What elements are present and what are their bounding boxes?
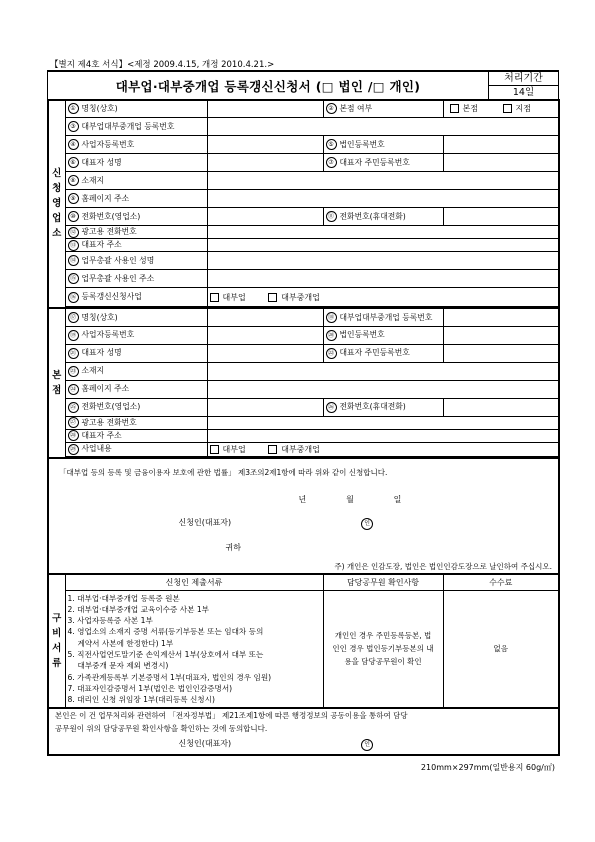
hq-label-reg-no bbox=[323, 308, 443, 326]
month-label: 월 bbox=[346, 494, 354, 504]
option-label: 대부중개업 bbox=[281, 292, 320, 302]
doc-item: 2. 대부업·대부중개업 교육이수증 사본 1부 bbox=[67, 604, 210, 614]
field-input-rep-address[interactable] bbox=[207, 239, 559, 252]
doc-item: 대부중개 문자 제외 변경시) bbox=[77, 661, 169, 671]
hq-label-phone bbox=[65, 398, 207, 416]
field-input-address[interactable] bbox=[207, 172, 559, 190]
applicant-line bbox=[48, 512, 559, 534]
option-label: 지점 bbox=[515, 104, 531, 113]
paper-size-note: 210mm×297mm(일반용지 60g/㎡) bbox=[420, 763, 555, 772]
hq-input-homepage[interactable] bbox=[207, 380, 559, 398]
field-number: ⑱ bbox=[326, 312, 337, 323]
field-label-text: 전화번호(휴대전화) bbox=[339, 211, 406, 221]
field-number: ⑫ bbox=[68, 227, 79, 238]
field-label-text: 홈페이지 주소 bbox=[81, 384, 130, 394]
field-label-text: 전화번호(영업소) bbox=[81, 402, 141, 412]
field-label-text: 명칭(상호) bbox=[81, 103, 118, 113]
field-number: ㉗ bbox=[68, 417, 79, 428]
hq-label-rep-id bbox=[323, 344, 443, 362]
field-number: ⑲ bbox=[68, 330, 79, 341]
option-label: 대부업 bbox=[222, 292, 246, 302]
field-number: ㉙ bbox=[68, 444, 79, 455]
field-input-rep-id[interactable] bbox=[443, 154, 559, 172]
field-input-corp-no[interactable] bbox=[443, 136, 559, 154]
field-label-text: 대표자 주소 bbox=[81, 430, 122, 440]
field-label-text: 대표자 성명 bbox=[81, 348, 122, 358]
official-check-text: 개인인 경우 주민등록등본, 법인인 경우 법인등기부등본의 내용을 담당공무원이 확인 bbox=[323, 590, 443, 708]
doc-item: 7. 대표자인감증명서 1부(법인은 법인인감증명서) bbox=[67, 683, 233, 693]
hq-input-biz-no[interactable] bbox=[207, 326, 323, 344]
hq-lending-checkbox[interactable] bbox=[210, 445, 219, 454]
renewal-business-options bbox=[207, 288, 559, 307]
hq-input-rep-name[interactable] bbox=[207, 344, 323, 362]
field-label-text: 대표자 주민등록번호 bbox=[339, 348, 410, 358]
option-label: 대부업 bbox=[222, 444, 246, 454]
field-label-text: 대표자 성명 bbox=[81, 157, 122, 167]
field-label-text: 사업자등록번호 bbox=[81, 139, 135, 149]
field-label-text: 홈페이지 주소 bbox=[81, 193, 130, 203]
seal-note: 주) 개인은 인감도장, 법인은 법인인감도장으로 날인하여 주십시오. bbox=[48, 560, 559, 574]
field-label-address bbox=[65, 172, 207, 190]
hq-label-homepage bbox=[65, 380, 207, 398]
applicant-label: 신청인(대표자) bbox=[178, 517, 232, 527]
hq-label-biz-no bbox=[65, 326, 207, 344]
hq-input-rep-address[interactable] bbox=[207, 429, 559, 442]
field-label-rep-id bbox=[323, 154, 443, 172]
field-label-text: 본점 여부 bbox=[339, 103, 373, 113]
field-label-text: 광고용 전화번호 bbox=[81, 227, 137, 237]
field-number: ㉔ bbox=[68, 384, 79, 395]
field-number: ⑧ bbox=[68, 175, 79, 186]
submit-documents-list bbox=[65, 590, 323, 708]
section-hq-label: 본점 bbox=[48, 308, 65, 458]
field-label-mobile bbox=[323, 208, 443, 226]
field-number: ⑤ bbox=[326, 139, 337, 150]
lending-checkbox[interactable] bbox=[210, 293, 219, 302]
hq-label-mobile bbox=[323, 398, 443, 416]
field-input-ad-phone[interactable] bbox=[207, 226, 559, 239]
hq-checkbox[interactable] bbox=[450, 104, 459, 113]
hq-label-corp-no bbox=[323, 326, 443, 344]
field-number: ㉓ bbox=[68, 366, 79, 377]
field-number: ㉕ bbox=[68, 402, 79, 413]
field-number: ⑪ bbox=[326, 211, 337, 222]
application-statement: 「대부업 등의 등록 및 금융이용자 보호에 관한 법률」 제3조의2제1항에 따라 위와 같이 신청합니다. bbox=[48, 458, 559, 486]
field-label-name bbox=[65, 100, 207, 118]
field-number: ⑳ bbox=[326, 330, 337, 341]
field-label-rep-address bbox=[65, 239, 207, 252]
recipient-line bbox=[48, 534, 559, 560]
field-label-text: 소재지 bbox=[81, 175, 105, 185]
field-label-text: 대부업대부중개업 등록번호 bbox=[339, 312, 433, 322]
field-input-manager-address[interactable] bbox=[207, 270, 559, 288]
field-label-rep-name bbox=[65, 154, 207, 172]
field-input-homepage[interactable] bbox=[207, 190, 559, 208]
field-number: ① bbox=[68, 103, 79, 114]
field-label-text: 소재지 bbox=[81, 366, 105, 376]
hq-input-address[interactable] bbox=[207, 362, 559, 380]
field-number: ㉑ bbox=[68, 348, 79, 359]
field-number: ⑩ bbox=[68, 211, 79, 222]
field-label-renewal-business bbox=[65, 288, 207, 307]
hq-options bbox=[443, 100, 559, 118]
page-title: 대부업·대부중개업 등록갱신신청서 (□ 법인 /□ 개인) bbox=[48, 71, 489, 100]
consent-text-1: 본인은 이 건 업무처리와 관련하여 「전자정부법」 제21조제1항에 따른 행정정보의 공동이용을 통하여 담당 bbox=[48, 708, 559, 721]
col-submit-header: 신청인 제출서류 bbox=[65, 574, 323, 590]
field-number: ⑦ bbox=[326, 157, 337, 168]
field-label-biz-no bbox=[65, 136, 207, 154]
field-label-text: 명칭(상호) bbox=[81, 312, 118, 322]
doc-item: 1. 대부업·대부중개업 등록증 원본 bbox=[67, 593, 180, 603]
field-number: ② bbox=[326, 103, 337, 114]
field-number: ⑭ bbox=[68, 255, 79, 266]
doc-item: 3. 사업자등록증 사본 1부 bbox=[67, 616, 153, 626]
hq-label-name bbox=[65, 308, 207, 326]
form-reference: 【별지 제4호 서식】<제정 2009.4.15, 개정 2010.4.21.> bbox=[50, 60, 275, 70]
field-number: ⑥ bbox=[68, 157, 79, 168]
field-number: ⑯ bbox=[68, 292, 79, 303]
hq-label-rep-address bbox=[65, 429, 207, 442]
doc-item: 5. 직전사업연도말기준 손익계산서 1부(상호에서 대부 또는 bbox=[67, 649, 264, 659]
title-block bbox=[47, 70, 559, 101]
field-number: ③ bbox=[68, 121, 79, 132]
field-input-biz-no[interactable] bbox=[207, 136, 323, 154]
col-fee-header: 수수료 bbox=[443, 574, 559, 590]
day-label: 일 bbox=[393, 494, 402, 504]
hq-input-name[interactable] bbox=[207, 308, 323, 326]
field-number: ㉒ bbox=[326, 348, 337, 359]
branch-checkbox[interactable] bbox=[503, 104, 512, 113]
field-number: ㉘ bbox=[68, 430, 79, 441]
field-label-text: 대표자 주소 bbox=[81, 240, 122, 250]
section-documents-label: 구비서류 bbox=[48, 574, 65, 708]
field-label-text: 업무총괄 사용인 주소 bbox=[81, 273, 155, 283]
field-label-corp-no bbox=[323, 136, 443, 154]
field-number: ⑮ bbox=[68, 273, 79, 284]
consent-applicant-label: 신청인(대표자) bbox=[178, 739, 232, 748]
doc-item: 4. 영업소의 소재지 증명 서류(등기부등본 또는 임대차 등의 bbox=[67, 627, 264, 637]
recipient-label: 귀하 bbox=[225, 542, 242, 552]
field-label-text: 전화번호(영업소) bbox=[81, 211, 141, 221]
consent-text-2: 공무원이 위의 담당공무원 확인사항을 확인하는 것에 동의합니다. bbox=[48, 721, 559, 735]
field-number: ④ bbox=[68, 139, 79, 150]
field-label-text: 법인등록번호 bbox=[339, 330, 385, 340]
field-input-mobile[interactable] bbox=[443, 208, 559, 226]
hq-input-ad-phone[interactable] bbox=[207, 416, 559, 429]
processing-label: 처리기간 bbox=[489, 72, 558, 86]
field-label-text: 대부업대부중개업 등록번호 bbox=[81, 121, 175, 131]
hq-input-rep-id[interactable] bbox=[443, 344, 559, 362]
hq-input-reg-no[interactable] bbox=[443, 308, 559, 326]
hq-label-ad-phone bbox=[65, 416, 207, 429]
field-number: ㉖ bbox=[326, 402, 337, 413]
hq-label-address bbox=[65, 362, 207, 380]
field-label-text: 업무총괄 사용인 성명 bbox=[81, 255, 155, 265]
consent-applicant-line bbox=[48, 735, 559, 755]
doc-item: 6. 가족관계등록부 기본증명서 1부(대표자, 법인의 경우 임원) bbox=[67, 672, 272, 682]
hq-input-phone[interactable] bbox=[207, 398, 323, 416]
field-input-manager-name[interactable] bbox=[207, 252, 559, 270]
field-input-rep-name[interactable] bbox=[207, 154, 323, 172]
field-label-ad-phone bbox=[65, 226, 207, 239]
field-number: ⑬ bbox=[68, 240, 79, 251]
option-label: 대부중개업 bbox=[281, 444, 320, 454]
field-label-text: 등록갱신신청사업 bbox=[81, 292, 142, 302]
field-label-hq bbox=[323, 100, 443, 118]
field-label-manager-address bbox=[65, 270, 207, 288]
hq-label-rep-name bbox=[65, 344, 207, 362]
hq-input-corp-no[interactable] bbox=[443, 326, 559, 344]
application-form bbox=[47, 99, 560, 756]
col-official-header: 담당공무원 확인사항 bbox=[323, 574, 443, 590]
hq-brokerage-checkbox[interactable] bbox=[268, 445, 277, 454]
field-label-phone bbox=[65, 208, 207, 226]
field-label-text: 전화번호(휴대전화) bbox=[339, 402, 406, 412]
section-applicant-label: 신청영업소 bbox=[48, 100, 65, 309]
field-label-text: 사업자등록번호 bbox=[81, 330, 135, 340]
processing-days: 14일 bbox=[512, 87, 535, 99]
field-input-phone[interactable] bbox=[207, 208, 323, 226]
field-number: ⑨ bbox=[68, 193, 79, 204]
doc-item: 8. 대리인 신청 위임장 1부(대리등록 신청시) bbox=[67, 695, 215, 705]
field-label-text: 사업내용 bbox=[81, 444, 112, 454]
applicant-seal: 인 bbox=[361, 518, 373, 530]
consent-seal: 인 bbox=[361, 739, 373, 751]
field-label-homepage bbox=[65, 190, 207, 208]
field-label-reg-no bbox=[65, 118, 207, 136]
date-line bbox=[48, 486, 559, 512]
field-number: ⑰ bbox=[68, 312, 79, 323]
field-input-name[interactable] bbox=[207, 100, 323, 118]
hq-input-mobile[interactable] bbox=[443, 398, 559, 416]
fee-value: 없음 bbox=[443, 590, 559, 708]
doc-item: 계약서 사본에 한정한다) 1부 bbox=[77, 638, 174, 648]
field-input-reg-no[interactable] bbox=[207, 118, 559, 136]
year-label: 년 bbox=[298, 494, 307, 504]
processing-period bbox=[489, 71, 559, 100]
field-label-text: 대표자 주민등록번호 bbox=[339, 157, 410, 167]
field-label-text: 법인등록번호 bbox=[339, 139, 385, 149]
brokerage-checkbox[interactable] bbox=[268, 293, 277, 302]
option-label: 본점 bbox=[462, 104, 478, 113]
hq-business-options bbox=[207, 442, 559, 456]
field-label-manager-name bbox=[65, 252, 207, 270]
field-label-text: 광고용 전화번호 bbox=[81, 417, 137, 427]
hq-label-business bbox=[65, 442, 207, 456]
